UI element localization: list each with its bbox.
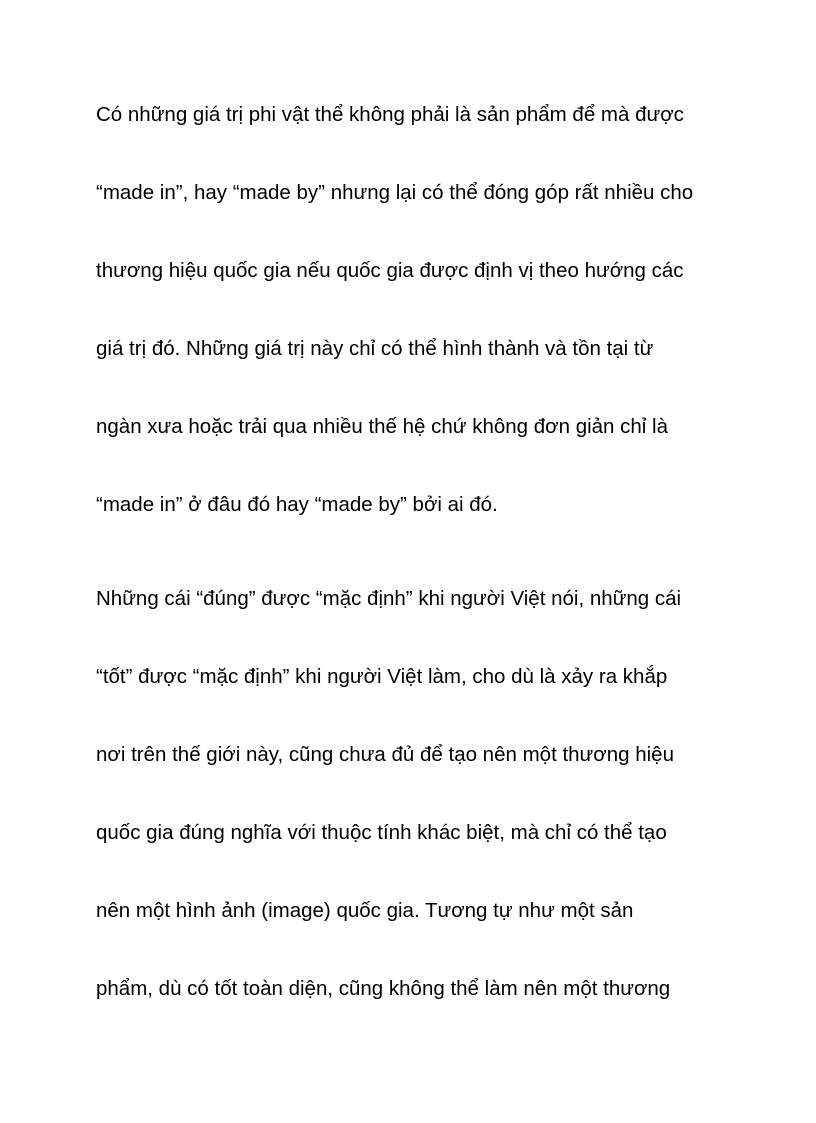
text-line: nên một hình ảnh (image) quốc gia. Tương tự như một sản (96, 899, 634, 922)
text-line: giá trị đó. Những giá trị này chỉ có thể hình thành và tồn tại từ (96, 337, 654, 360)
text-line: quốc gia đúng nghĩa với thuộc tính khác biệt, mà chỉ có thể tạo (96, 821, 667, 844)
text-line: phẩm, dù có tốt toàn diện, cũng không thể làm nên một thương (96, 977, 671, 1000)
text-line: “tốt” được “mặc định” khi người Việt làm, cho dù là xảy ra khắp (96, 665, 668, 688)
text-line: Những cái “đúng” được “mặc định” khi người Việt nói, những cái (96, 587, 682, 610)
paragraph (96, 76, 736, 544)
text-line: thương hiệu quốc gia nếu quốc gia được định vị theo hướng các (96, 259, 684, 282)
text-line: “made in” ở đâu đó hay “made by” bởi ai đó. (96, 493, 498, 516)
text-line: nơi trên thế giới này, cũng chưa đủ để tạo nên một thương hiệu (96, 743, 674, 766)
text-line: “made in”, hay “made by” nhưng lại có thể đóng góp rất nhiều cho (96, 181, 694, 204)
paragraph (96, 560, 736, 1028)
text-line: Có những giá trị phi vật thể không phải là sản phẩm để mà được (96, 103, 684, 126)
text-line: ngàn xưa hoặc trải qua nhiều thế hệ chứ không đơn giản chỉ là (96, 415, 669, 438)
